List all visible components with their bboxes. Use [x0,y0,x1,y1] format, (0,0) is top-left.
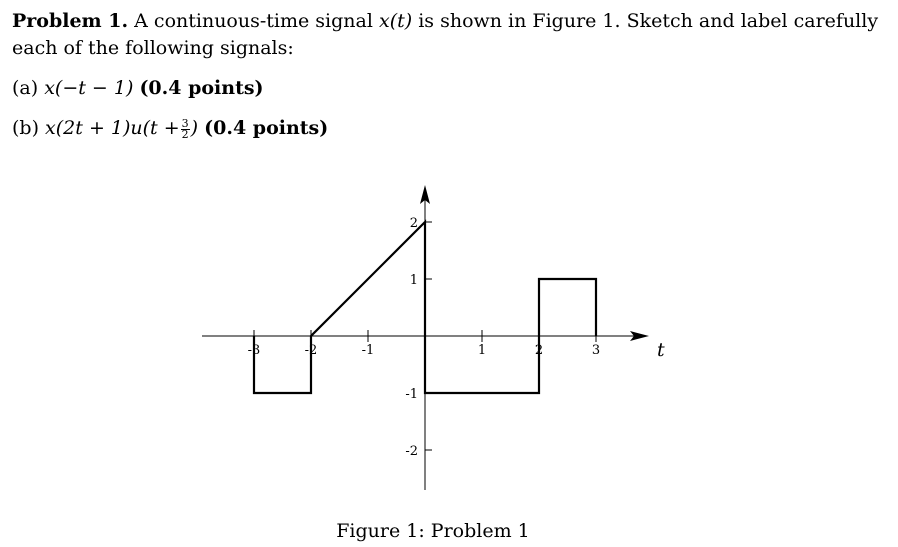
y-tick-label: 2 [409,216,418,231]
x-tick-label: 1 [477,343,487,358]
x-tick-label: 3 [591,343,601,358]
signal-symbol: x(t) [378,10,413,32]
axis-variable-label: t [657,339,665,361]
statement-before-symbol: A continuous-time signal [134,10,373,32]
statement-after-symbol: is shown in Figure 1. Sketch and label carefully each of the following signals: [12,10,879,59]
part-b-expression: x(2t + 1)u(t + [45,117,180,139]
x-tick-label: -2 [304,343,318,358]
part-b-points: (0.4 points) [204,117,329,139]
x-tick-label: 2 [534,343,544,358]
y-tick-label: 1 [409,273,418,288]
part-b-label: (b) [12,117,39,139]
part-a-label: (a) [12,77,39,99]
figure-caption: Figure 1: Problem 1 [336,520,530,542]
y-tick-label: -1 [405,387,418,402]
fraction-numerator: 3 [181,116,189,130]
fraction-denominator: 2 [181,127,189,141]
part-b-expression-close: ) [190,117,199,139]
x-tick-label: -1 [361,343,375,358]
part-a-expression: x(−t − 1) [44,77,134,99]
y-tick-label: -2 [405,444,418,459]
problem-heading: Problem 1. [12,10,129,32]
part-a-points: (0.4 points) [139,77,264,99]
x-tick-label: -3 [247,343,261,358]
signal-curve [254,222,596,393]
